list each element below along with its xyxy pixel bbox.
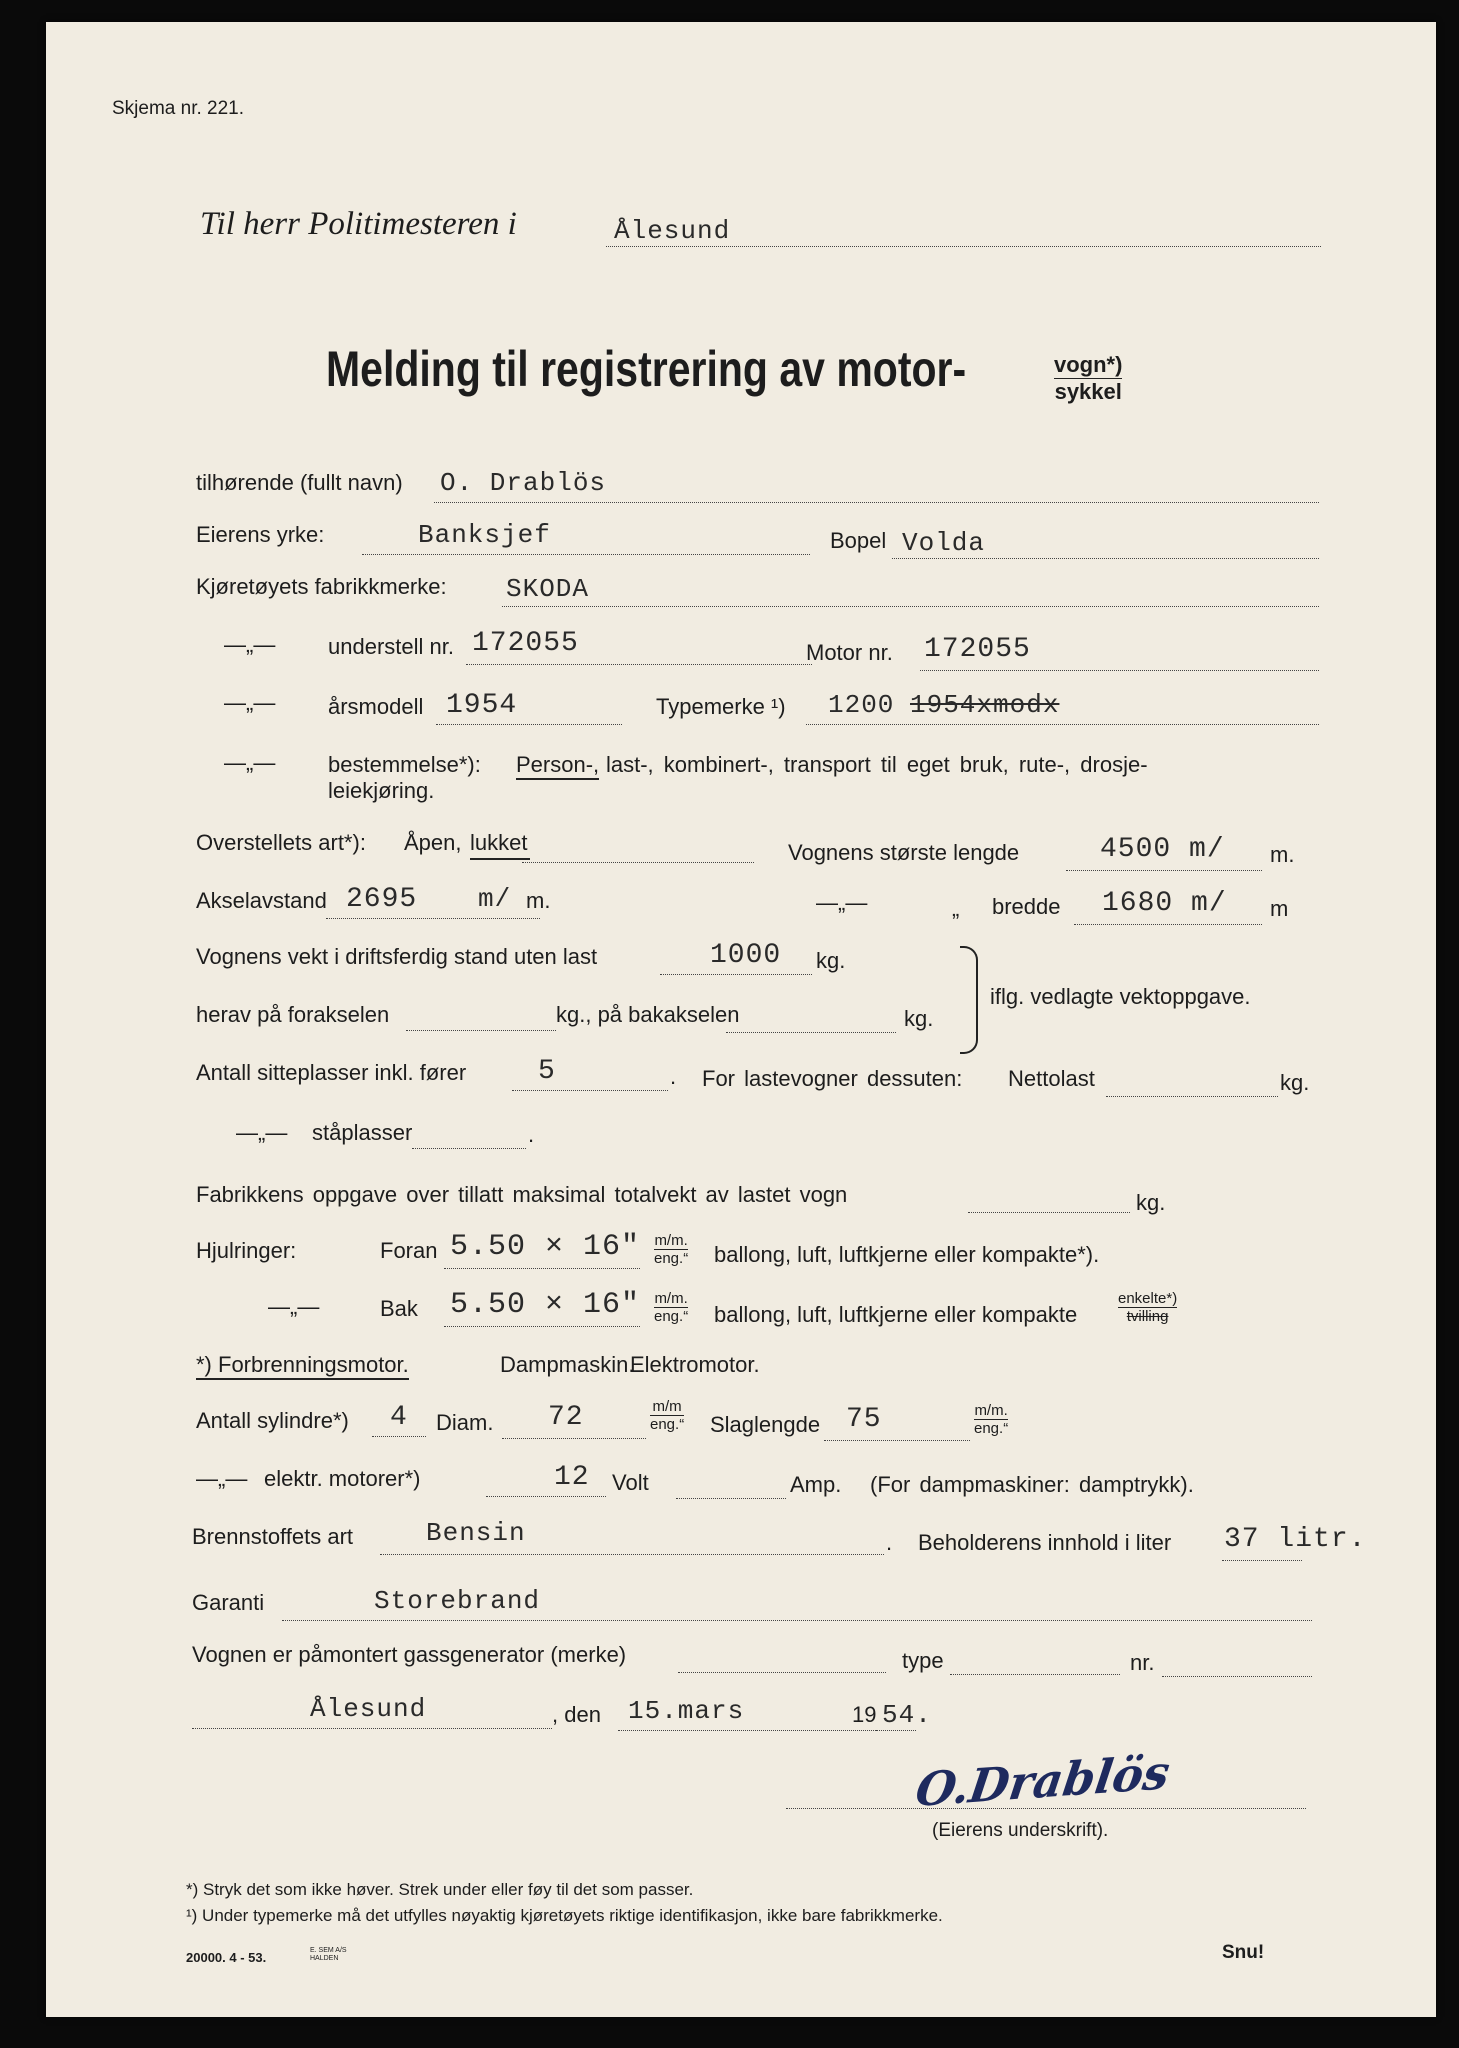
gas-nr-line <box>1162 1676 1312 1677</box>
chassis-value: 172055 <box>472 628 579 659</box>
stroke-line <box>824 1440 970 1441</box>
length-line <box>1066 870 1262 871</box>
width-value: 1680 m/ <box>1102 888 1227 919</box>
length-unit: m. <box>1270 842 1295 867</box>
signature-caption: (Eierens underskrift). <box>932 1820 1109 1841</box>
tank-value: 37 litr. <box>1224 1524 1367 1555</box>
engine-combustion: *) Forbrenningsmotor. <box>196 1352 409 1380</box>
front-axle-label: herav på forakselen <box>196 1002 390 1027</box>
electric-line <box>486 1496 606 1497</box>
weight-unit: kg. <box>816 948 846 973</box>
seats-line <box>512 1090 668 1091</box>
frac-bottom: eng.“ <box>654 1308 689 1325</box>
cylinders-line <box>372 1436 426 1437</box>
guarantee-value: Storebrand <box>374 1586 541 1616</box>
body-label: Overstellets art*): <box>196 830 366 855</box>
cylinders-label: Antall sylindre*) <box>196 1408 349 1433</box>
footnote-2: ¹) Under typemerke må det utfylles nøyaktig kjøretøyets riktige identifikasjon, ikke bare fabrikkmerke. <box>186 1906 943 1925</box>
chassis-label: understell nr. <box>328 634 454 659</box>
ditto-mark: —„— <box>224 690 276 715</box>
fuel-dot: . <box>886 1530 893 1555</box>
year-value: 54. <box>882 1700 932 1730</box>
rear-axle-line <box>726 1032 896 1033</box>
frac-top: enkelte*) <box>1118 1290 1178 1307</box>
width-unit: m <box>1270 896 1289 921</box>
model-year-value: 1954 <box>446 690 518 721</box>
wheelbase-unit-typed: m/ <box>478 884 512 914</box>
volt-label: Volt <box>612 1470 649 1495</box>
standing-line <box>412 1148 526 1149</box>
wheelbase-line <box>326 918 540 919</box>
tires-front-label: Foran <box>380 1238 438 1263</box>
page-title: Melding til registrering av motor- <box>326 341 967 397</box>
tires-front-types: ballong, luft, luftkjerne eller kompakte*). <box>714 1242 1100 1267</box>
tires-label: Hjulringer: <box>196 1238 297 1263</box>
model-year-line <box>436 724 622 725</box>
profession-value: Banksjef <box>418 520 551 550</box>
steam-note: (For dampmaskiner: damptrykk). <box>870 1472 1194 1497</box>
footnote-1: *) Stryk det som ikke høver. Strek under eller føy til det som passer. <box>186 1880 694 1899</box>
type-value: 1200 <box>828 690 895 720</box>
tires-front-value: 5.50 × 16" <box>450 1230 641 1264</box>
tires-rear-line <box>444 1326 640 1327</box>
tires-rear-types: ballong, luft, luftkjerne eller kompakte <box>714 1302 1078 1327</box>
make-label: Kjøretøyets fabrikkmerke: <box>196 574 447 599</box>
amp-line <box>676 1498 786 1499</box>
width-line <box>1074 924 1262 925</box>
type-line <box>806 724 1319 725</box>
residence-line <box>892 558 1319 559</box>
profession-label: Eierens yrke: <box>196 522 325 547</box>
gas-nr-label: nr. <box>1130 1650 1155 1675</box>
diam-value: 72 <box>548 1402 584 1433</box>
single-twin-fraction <box>1118 1290 1177 1325</box>
type-label: Typemerke ¹) <box>656 694 786 719</box>
title-frac-top: vogn*) <box>1054 352 1123 377</box>
purpose-label: bestemmelse*): <box>328 752 481 777</box>
electric-value: 12 <box>554 1462 590 1493</box>
schema-number: Skjema nr. 221. <box>112 98 245 119</box>
guarantee-label: Garanti <box>192 1590 265 1615</box>
tires-front-line <box>444 1268 640 1269</box>
ditto-mark: —„— <box>236 1120 288 1145</box>
length-label: Vognens største lengde <box>788 840 1020 865</box>
fuel-line <box>380 1554 884 1555</box>
ditto-small: „ <box>952 896 960 921</box>
max-weight-label: Fabrikkens oppgave over tillatt maksimal totalvekt av lastet vogn <box>196 1182 848 1207</box>
owner-signature: O.Drablös <box>912 1744 1174 1818</box>
wheelbase-unit: m. <box>526 888 551 913</box>
max-weight-line <box>968 1212 1130 1213</box>
addressee-value: Ålesund <box>614 216 731 246</box>
frac-bottom: eng.“ <box>974 1420 1009 1437</box>
weight-note: iflg. vedlagte vektoppgave. <box>990 984 1251 1009</box>
cargo-label: For lastevogner dessuten: <box>702 1066 963 1091</box>
gas-label: Vognen er påmontert gassgenerator (merke) <box>192 1642 627 1667</box>
ditto-mark: —„— <box>196 1466 248 1491</box>
form-sheet <box>46 22 1436 2017</box>
stroke-value: 75 <box>846 1404 882 1435</box>
net-load-label: Nettolast <box>1008 1066 1095 1091</box>
date-value: 15.mars <box>628 1696 745 1726</box>
stroke-label: Slaglengde <box>710 1412 821 1437</box>
weight-value: 1000 <box>710 940 782 971</box>
gas-make-line <box>678 1672 886 1673</box>
diam-line <box>502 1438 646 1439</box>
signature-line <box>786 1808 1306 1809</box>
net-load-unit: kg. <box>1280 1070 1310 1095</box>
motor-label: Motor nr. <box>806 640 893 665</box>
seats-dot: . <box>670 1064 677 1089</box>
fuel-value: Bensin <box>426 1518 526 1548</box>
seats-label: Antall sitteplasser inkl. fører <box>196 1060 467 1085</box>
frac-top: m/m <box>650 1398 684 1416</box>
printer-mark: E. SEM A/S HALDEN <box>310 1947 347 1962</box>
diam-label: Diam. <box>436 1410 494 1435</box>
type-struck-value: 1954xmodx <box>910 690 1060 720</box>
print-run: 20000. 4 - 53. <box>186 1950 267 1965</box>
profession-line <box>362 554 810 555</box>
guarantee-line <box>282 1620 1312 1621</box>
owner-label: tilhørende (fullt navn) <box>196 470 403 495</box>
brace <box>960 946 978 1054</box>
frac-bottom: tvilling <box>1126 1308 1169 1325</box>
fuel-label: Brennstoffets art <box>192 1524 354 1549</box>
stroke-unit <box>974 1402 1008 1437</box>
body-closed: lukket <box>470 830 528 855</box>
motor-line <box>920 670 1319 671</box>
tires-rear-label: Bak <box>380 1296 418 1321</box>
residence-value: Volda <box>902 528 986 558</box>
ditto-mark: —„— <box>816 890 868 915</box>
rear-axle-label: kg., på bakakselen <box>556 1002 740 1027</box>
motor-value: 172055 <box>924 634 1031 665</box>
chassis-line <box>466 664 812 665</box>
ditto-mark: —„— <box>224 750 276 775</box>
front-axle-line <box>406 1030 556 1031</box>
frac-top: m/m. <box>974 1402 1008 1419</box>
tires-rear-unit <box>654 1290 688 1325</box>
tank-line <box>1222 1560 1302 1561</box>
diam-unit <box>650 1398 684 1433</box>
electric-label: elektr. motorer*) <box>264 1466 421 1491</box>
length-value: 4500 m/ <box>1100 834 1225 865</box>
width-label: bredde <box>992 894 1061 919</box>
ditto-mark: —„— <box>224 632 276 657</box>
frac-top: m/m. <box>654 1232 688 1249</box>
net-load-line <box>1106 1096 1278 1097</box>
body-line <box>522 862 754 863</box>
purpose-options-cont: leiekjøring. <box>328 778 435 803</box>
tank-label: Beholderens innhold i liter <box>918 1530 1172 1555</box>
frac-bottom: eng.“ <box>650 1416 685 1433</box>
owner-line <box>434 502 1319 503</box>
date-line <box>618 1730 880 1731</box>
body-open: Åpen, <box>404 830 462 855</box>
make-value: SKODA <box>506 574 590 604</box>
model-year-label: årsmodell <box>328 694 424 719</box>
frac-bottom: eng.“ <box>654 1250 689 1267</box>
title-frac-bottom: sykkel <box>1054 379 1122 404</box>
amp-label: Amp. <box>790 1472 842 1497</box>
gas-type-label: type <box>902 1648 944 1673</box>
tires-rear-value: 5.50 × 16" <box>450 1288 641 1322</box>
turn-over: Snu! <box>1222 1942 1265 1963</box>
purpose-options: last-, kombinert-, transport til eget bruk, rute-, drosje- <box>606 752 1148 777</box>
engine-electric: Elektromotor. <box>630 1352 760 1377</box>
make-line <box>502 606 1319 607</box>
residence-label: Bopel <box>830 528 887 553</box>
standing-label: ståplasser <box>312 1120 413 1145</box>
place-value: Ålesund <box>310 1694 427 1724</box>
purpose-selected: Person-, <box>516 752 599 780</box>
body-closed-underline <box>470 858 530 860</box>
max-weight-unit: kg. <box>1136 1190 1166 1215</box>
cylinders-value: 4 <box>390 1402 408 1433</box>
addressee-line <box>606 246 1321 247</box>
place-line <box>192 1728 552 1729</box>
year-prefix: 19 <box>852 1702 877 1727</box>
engine-steam: Dampmaskin. <box>500 1352 635 1377</box>
title-fraction <box>1054 352 1122 405</box>
seats-value: 5 <box>538 1056 556 1087</box>
tires-front-unit <box>654 1232 688 1267</box>
year-line <box>876 1730 916 1731</box>
ditto-mark: —„— <box>268 1294 320 1319</box>
gas-type-line <box>950 1674 1120 1675</box>
owner-value: O. Drablös <box>440 468 607 498</box>
wheelbase-value: 2695 <box>346 884 418 915</box>
frac-top: m/m. <box>654 1290 688 1307</box>
standing-dot: . <box>528 1122 535 1147</box>
weight-label: Vognens vekt i driftsferdig stand uten last <box>196 944 598 969</box>
date-label: , den <box>552 1702 601 1727</box>
wheelbase-label: Akselavstand <box>196 888 327 913</box>
rear-axle-unit: kg. <box>904 1006 934 1031</box>
weight-line <box>660 974 812 975</box>
addressee-label: Til herr Politimesteren i <box>200 206 517 242</box>
